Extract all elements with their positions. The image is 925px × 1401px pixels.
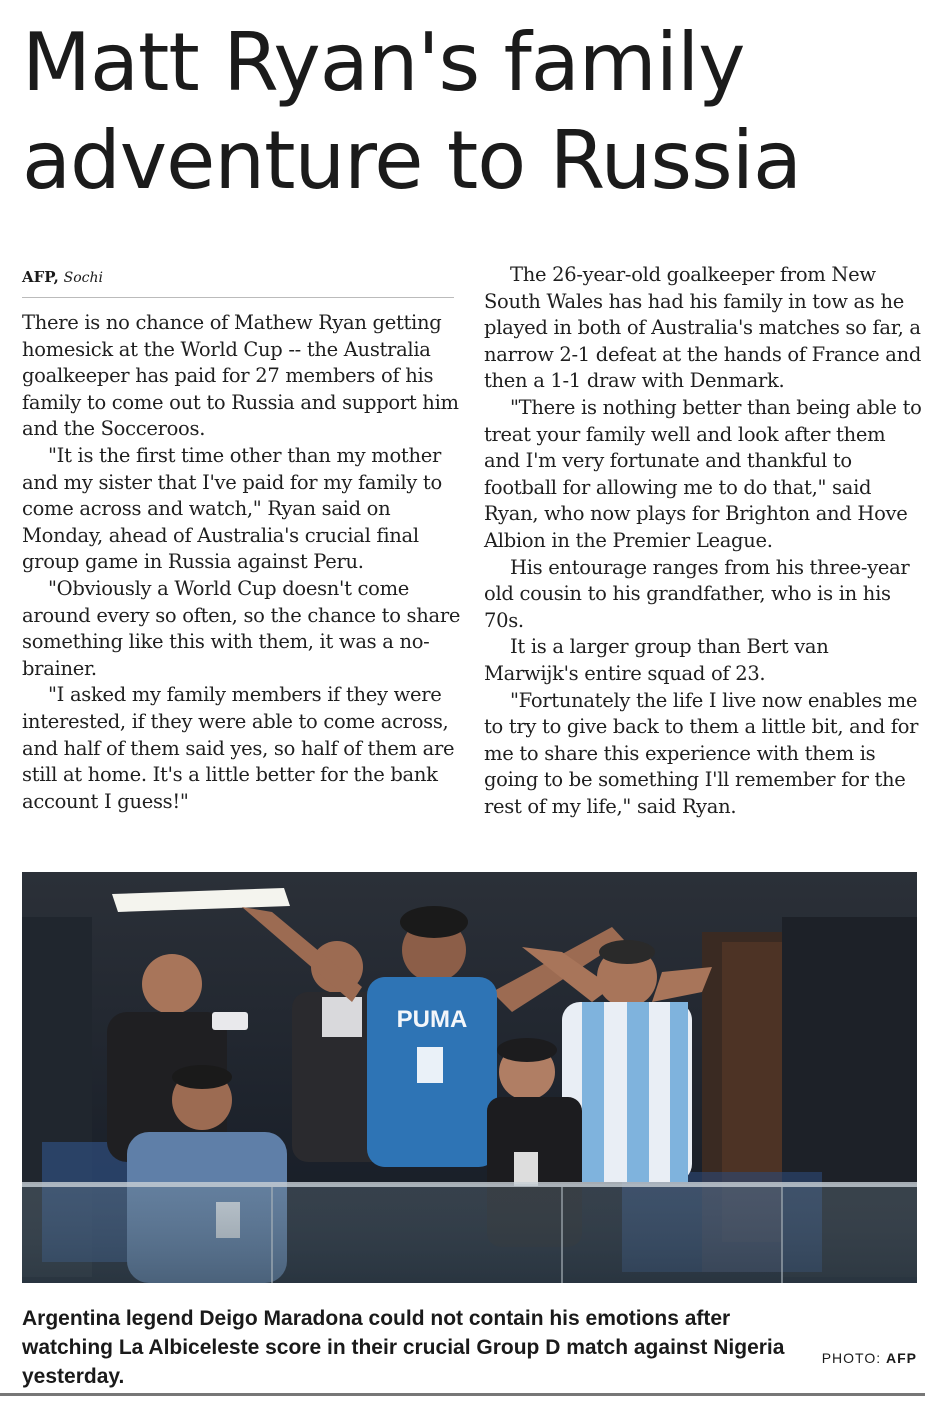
photo-credit [822,1350,917,1366]
paragraph: His entourage ranges from his three-year old cousin to his grandfather, who is in his 70s. [484,555,910,632]
paragraph: The 26-year-old goalkeeper from New South Wales has had his family in tow as he played in both of Australia's matches so far, a narrow 2-1 defeat at the hands of France and then a 1-1 draw with Denmark. [484,263,922,393]
news-photo [22,872,917,1283]
shirt-logo-text: PUMA [396,1006,468,1033]
photo-caption: Argentina legend Deigo Maradona could not contain his emotions after watching La Albiceleste score in their crucial Group D match against Nigeria yesterday. [22,1307,785,1388]
bottom-divider [0,1393,925,1396]
photo-illustration [22,872,917,1283]
paragraph: It is a larger group than Bert van Marwijk's entire squad of 23. [484,635,829,685]
byline-source: AFP, [22,268,59,286]
photo-credit-agency: AFP [886,1350,917,1366]
paragraph: "I asked my family members if they were interested, if they were able to come across, and half of them said yes, so half of them are still at home. It's a little better for the bank account I guess!" [22,683,455,813]
paragraph: "There is nothing better than being able to treat your family well and look after them and I'm very fortunate and thankful to football for allowing me to do that," said Ryan, who now plays for Brighton and Hove Albion in the Premier League. [484,395,922,552]
byline-location: Sochi [63,270,103,286]
headline-line-1: Matt Ryan's family [22,16,745,109]
paragraph: "Fortunately the life I live now enables me to try to give back to them a little bit, and for me to share this experience with them is going to be something I'll remember for the rest of my life," said Ryan. [484,688,919,818]
article-column-left [22,310,462,815]
paragraph: There is no chance of Mathew Ryan getting homesick at the World Cup -- the Australia goalkeeper has paid for 27 members of his family to come out to Russia and support him and the Socceroos. [22,311,459,441]
headline-line-2: adventure to Russia [22,114,801,207]
article-column-right [484,262,924,820]
paragraph: "It is the first time other than my mother and my sister that I've paid for my family to come across and watch," Ryan said on Monday, ahead of Australia's crucial final group game in Russia against Peru. [22,443,442,574]
byline [22,266,454,298]
paragraph: "Obviously a World Cup doesn't come around every so often, so the chance to share something like this with them, it was a no-brainer. [22,576,461,680]
headline [22,14,912,210]
photo-credit-label: PHOTO: [821,1350,882,1366]
